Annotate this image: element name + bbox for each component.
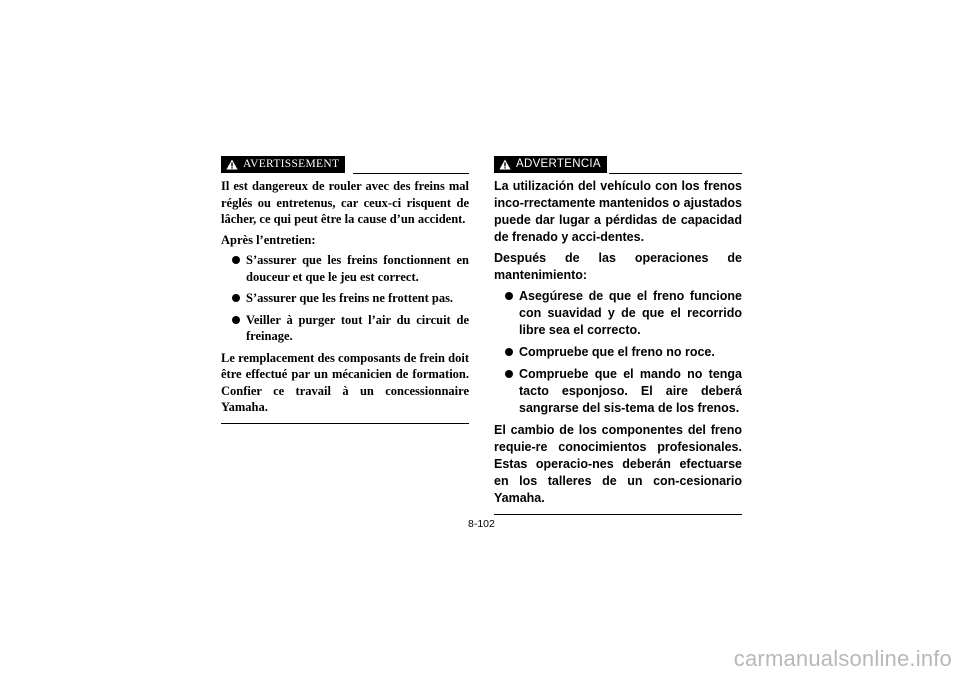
bullet-icon <box>232 256 240 264</box>
warning-closing: Le remplacement des composants de frein doit être effectué par un mécanicien de formation. Confier ce travail à un concessionnaire Yamaha. <box>221 350 469 414</box>
warning-block-spanish <box>494 156 742 515</box>
warning-header <box>221 156 469 174</box>
end-rule <box>494 514 742 515</box>
bullet-icon <box>505 292 513 300</box>
end-rule <box>221 423 469 424</box>
list-item: Asegúrese de que el freno funcione con suavidad y de que el recorrido libre sea el correcto. <box>494 288 742 339</box>
warning-badge <box>494 156 607 173</box>
list-item: Compruebe que el freno no roce. <box>494 344 742 361</box>
warning-triangle-icon <box>499 159 511 170</box>
warning-closing: El cambio de los componentes del freno requie-re conocimientos profesionales. Estas operacio-nes deberán efectuarse en los talleres de un con-cesionario Yamaha. <box>494 423 742 505</box>
warning-badge-label: ADVERTENCIA <box>516 158 601 170</box>
list-item: Compruebe que el mando no tenga tacto esponjoso. El aire deberá sangrarse del sis-tema de los frenos. <box>494 366 742 417</box>
list-item: S’assurer que les freins fonctionnent en douceur et que le jeu est correct. <box>221 252 469 285</box>
warning-badge-label: AVERTISSEMENT <box>243 158 340 171</box>
warning-intro: La utilización del vehículo con los frenos inco-rrectamente mantenidos o ajustados puede dar lugar a pérdidas de capacidad de frenado y acci-dentes. <box>494 179 742 244</box>
warning-header <box>494 156 742 174</box>
warning-intro: Il est dangereux de rouler avec des freins mal réglés ou entretenus, car ceux-ci risquent de lâcher, ce qui peut être la cause d’un accident. <box>221 179 469 226</box>
bullet-icon <box>505 348 513 356</box>
warning-block-french <box>221 156 469 424</box>
header-rule <box>353 173 469 174</box>
list-item: Veiller à purger tout l’air du circuit de freinage. <box>221 312 469 345</box>
warning-lead: Après l’entretien: <box>221 232 316 247</box>
list-item: S’assurer que les freins ne frottent pas. <box>221 290 469 307</box>
watermark: carmanualsonline.info <box>733 646 952 671</box>
warning-triangle-icon <box>226 159 238 170</box>
bullet-list <box>221 252 469 345</box>
bullet-icon <box>232 316 240 324</box>
page-number: 8-102 <box>468 518 495 530</box>
warning-lead: Después de las operaciones de mantenimiento: <box>494 251 742 282</box>
bullet-icon <box>505 370 513 378</box>
bullet-list <box>494 288 742 417</box>
header-rule <box>609 173 742 174</box>
warning-badge <box>221 156 345 173</box>
bullet-icon <box>232 294 240 302</box>
